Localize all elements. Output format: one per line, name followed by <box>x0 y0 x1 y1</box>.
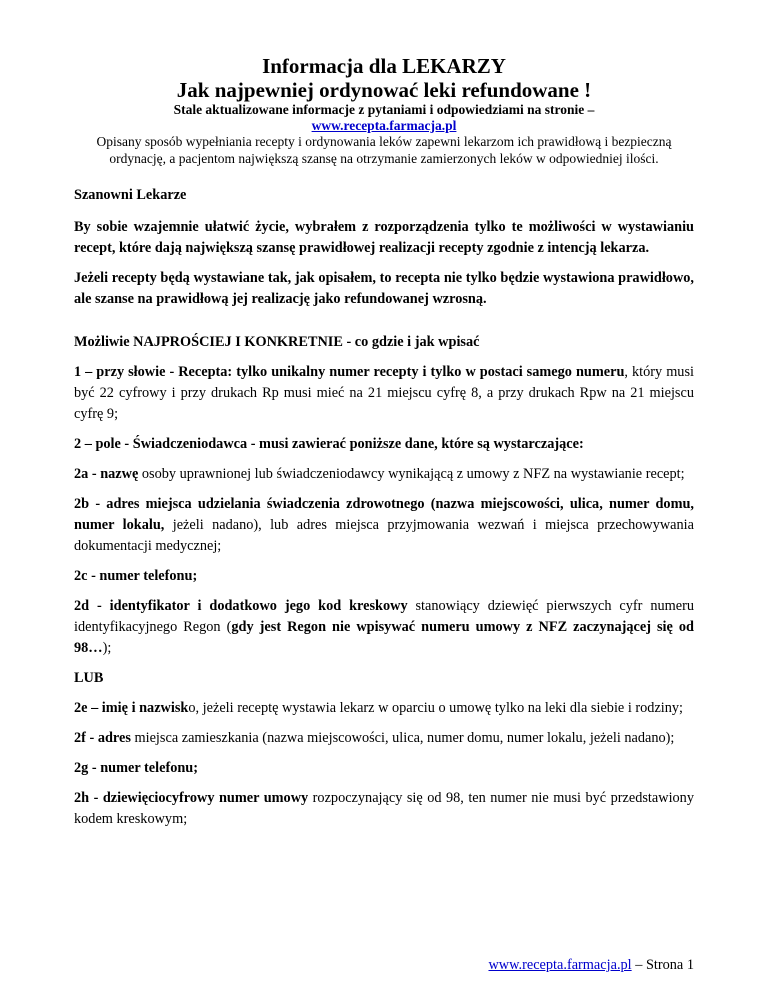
item-2h: 2h - dziewięciocyfrowy numer umowy rozpoczynający się od 98, ten numer nie musi być przedstawiony kodem kreskowym; <box>74 790 694 827</box>
section-title: Możliwie NAJPROŚCIEJ I KONKRETNIE - co gdzie i jak wpisać <box>74 334 480 350</box>
description: Opisany sposób wypełniania recepty i ordynowania leków zapewni lekarzom ich prawidłową i bezpieczną ordynację, a pacjentom największą szansę na otrzymanie zamierzonych leków w odpowiedniej ilości. <box>96 134 672 166</box>
item-2g: 2g - numer telefonu; <box>74 760 199 776</box>
header-block <box>74 54 694 167</box>
item-2d: 2d - identyfikator i dodatkowo jego kod kreskowy stanowiący dziewięć pierwszych cyfr numeru identyfikacyjnego Regon (gdy jest Regon nie wpisywać numeru umowy z NFZ zaczynającej się od 98…); <box>74 598 694 656</box>
site-link[interactable]: www.recepta.farmacja.pl <box>311 118 457 133</box>
item-2: 2 – pole - Świadczeniodawca - musi zawierać poniższe dane, które są wystarczające: <box>74 436 584 452</box>
item-2f: 2f - adres miejsca zamieszkania (nazwa miejscowości, ulica, numer domu, numer lokalu, jeżeli nadano); <box>74 730 675 746</box>
page-footer <box>488 957 694 974</box>
greeting: Szanowni Lekarze <box>74 187 187 203</box>
subtitle: Stale aktualizowane informacje z pytaniami i odpowiedziami na stronie – <box>173 102 595 117</box>
footer-link[interactable]: www.recepta.farmacja.pl <box>488 957 632 973</box>
item-2c: 2c - numer telefonu; <box>74 568 198 584</box>
document-page <box>74 54 694 839</box>
item-2e: 2e – imię i nazwisko, jeżeli receptę wystawia lekarz w oparciu o umowę tylko na leki dla siebie i rodziny; <box>74 700 684 716</box>
intro-paragraph-1: By sobie wzajemnie ułatwić życie, wybrałem z rozporządzenia tylko te możliwości w wystawianiu recept, które dają największą szansę prawidłowej realizacji recepty zgodnie z intencją lekarza. <box>74 219 694 256</box>
or-label: LUB <box>74 670 104 686</box>
title-line-2: Jak najpewniej ordynować leki refundowane ! <box>176 78 592 102</box>
item-1: 1 – przy słowie - Recepta: tylko unikalny numer recepty i tylko w postaci samego numeru, który musi być 22 cyfrowy i przy drukach Rp musi mieć na 21 miejscu cyfrę 8, a przy drukach Rpw na 21 miejscu cyfrę 9; <box>74 364 694 422</box>
title-line-1: Informacja dla LEKARZY <box>262 54 506 78</box>
item-2b: 2b - adres miejsca udzielania świadczenia zdrowotnego (nazwa miejscowości, ulica, numer domu, numer lokalu, jeżeli nadano), lub adres miejsca przyjmowania wezwań i miejsca przechowywania dokumentacji medycznej; <box>74 496 694 554</box>
item-2a: 2a - nazwę osoby uprawnionej lub świadczeniodawcy wynikającą z umowy z NFZ na wystawianie recept; <box>74 466 685 482</box>
intro-paragraph-2: Jeżeli recepty będą wystawiane tak, jak opisałem, to recepta nie tylko będzie wystawiona prawidłowo, ale szanse na prawidłową jej realizację jako refundowanej wzrosną. <box>74 270 694 307</box>
page-number: – Strona 1 <box>631 957 694 973</box>
